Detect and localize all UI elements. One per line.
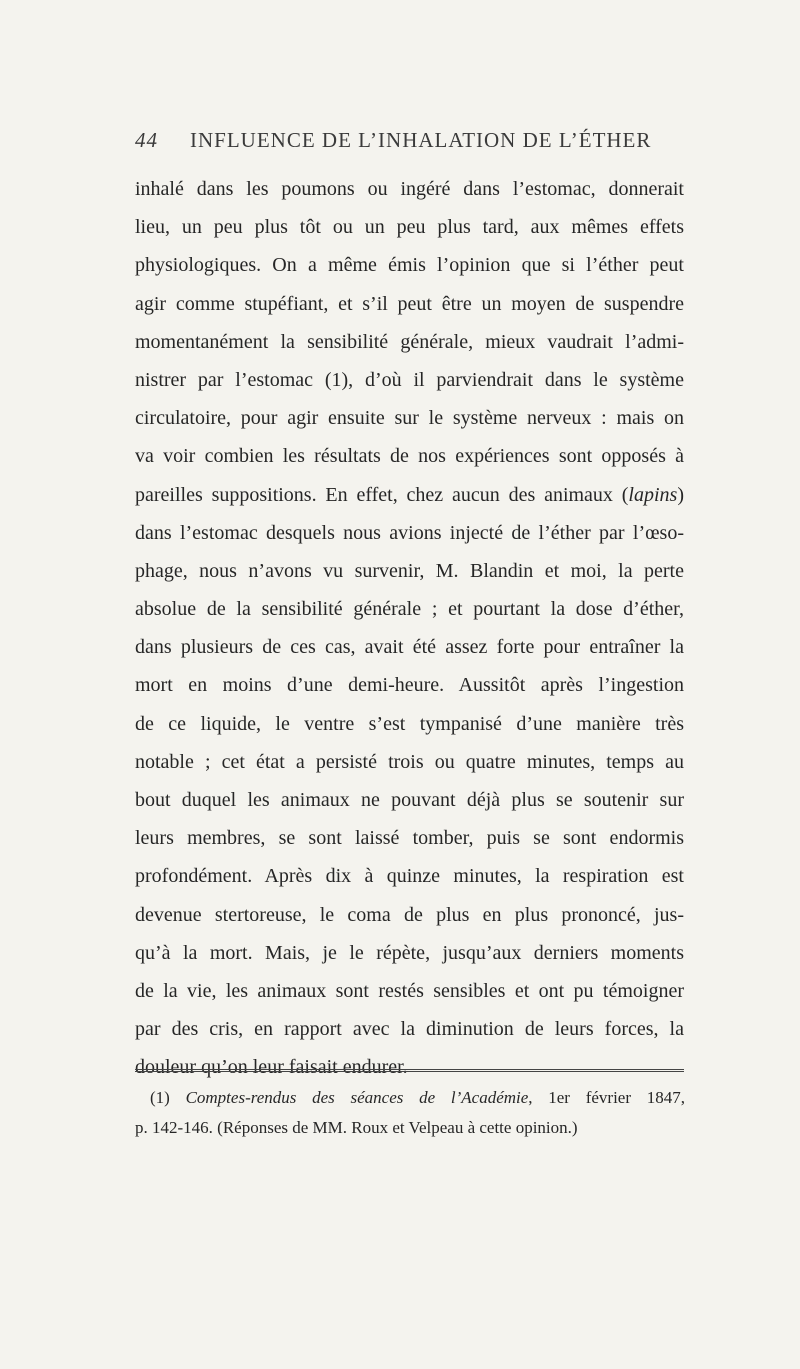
body-line: dans l’estomac desquels nous avions injecté de l’éther par l’œso-: [135, 521, 684, 544]
body-line: pareilles suppositions. En effet, chez aucun des animaux (lapins): [135, 483, 684, 506]
footnote-separator: [135, 1069, 684, 1072]
body-line: circulatoire, pour agir ensuite sur le système nerveux : mais on: [135, 407, 684, 430]
body-line: notable ; cet état a persisté trois ou quatre minutes, temps au: [135, 750, 684, 773]
body-line: va voir combien les résultats de nos expériences sont opposés à: [135, 445, 684, 468]
body-line: mort en moins d’une demi-heure. Aussitôt après l’ingestion: [135, 674, 684, 697]
body-line: agir comme stupéfiant, et s’il peut être un moyen de suspendre: [135, 292, 684, 315]
body-line: de ce liquide, le ventre s’est tympanisé d’une manière très: [135, 712, 684, 735]
body-line: physiologiques. On a même émis l’opinion que si l’éther peut: [135, 254, 684, 277]
page-header: [135, 128, 695, 158]
body-line: profondément. Après dix à quinze minutes, la respiration est: [135, 865, 684, 888]
footnote-date: , 1er février 1847,: [528, 1088, 685, 1107]
body-line: absolue de la sensibilité générale ; et pourtant la dose d’éther,: [135, 598, 684, 621]
body-line: inhalé dans les poumons ou ingéré dans l’estomac, donnerait: [135, 178, 684, 200]
body-line: momentanément la sensibilité générale, mieux vaudrait l’admi-: [135, 330, 684, 353]
footnote: [135, 1083, 685, 1143]
body-line: bout duquel les animaux ne pouvant déjà plus se soutenir sur: [135, 789, 684, 811]
body-line: lieu, un peu plus tôt ou un peu plus tard, aux mêmes effets: [135, 216, 684, 239]
page-number: 44: [135, 128, 158, 152]
footnote-marker: (1): [150, 1088, 170, 1107]
body-line: leurs membres, se sont laissé tomber, puis se sont endormis: [135, 827, 684, 850]
footnote-line-2: p. 142-146. (Réponses de MM. Roux et Velpeau à cette opinion.): [135, 1118, 578, 1137]
body-line: douleur qu’on leur faisait endurer.: [135, 1056, 408, 1079]
body-line: phage, nous n’avons vu survenir, M. Blandin et moi, la perte: [135, 559, 684, 582]
body-line: nistrer par l’estomac (1), d’où il parviendrait dans le système: [135, 368, 684, 391]
body-line: qu’à la mort. Mais, je le répète, jusqu’aux derniers moments: [135, 941, 684, 964]
footnote-source-title: Comptes-rendus des séances de l’Académie: [185, 1088, 529, 1107]
body-line: dans plusieurs de ces cas, avait été assez forte pour entraîner la: [135, 636, 684, 659]
body-line: par des cris, en rapport avec la diminution de leurs forces, la: [135, 1018, 684, 1041]
body-line: devenue stertoreuse, le coma de plus en plus prononcé, jus-: [135, 903, 684, 926]
footnote-line-1: [150, 1083, 685, 1113]
body-line: de la vie, les animaux sont restés sensibles et ont pu témoigner: [135, 979, 684, 1002]
running-title: INFLUENCE DE L’INHALATION DE L’ÉTHER: [190, 128, 652, 152]
body-text: [135, 170, 684, 1087]
